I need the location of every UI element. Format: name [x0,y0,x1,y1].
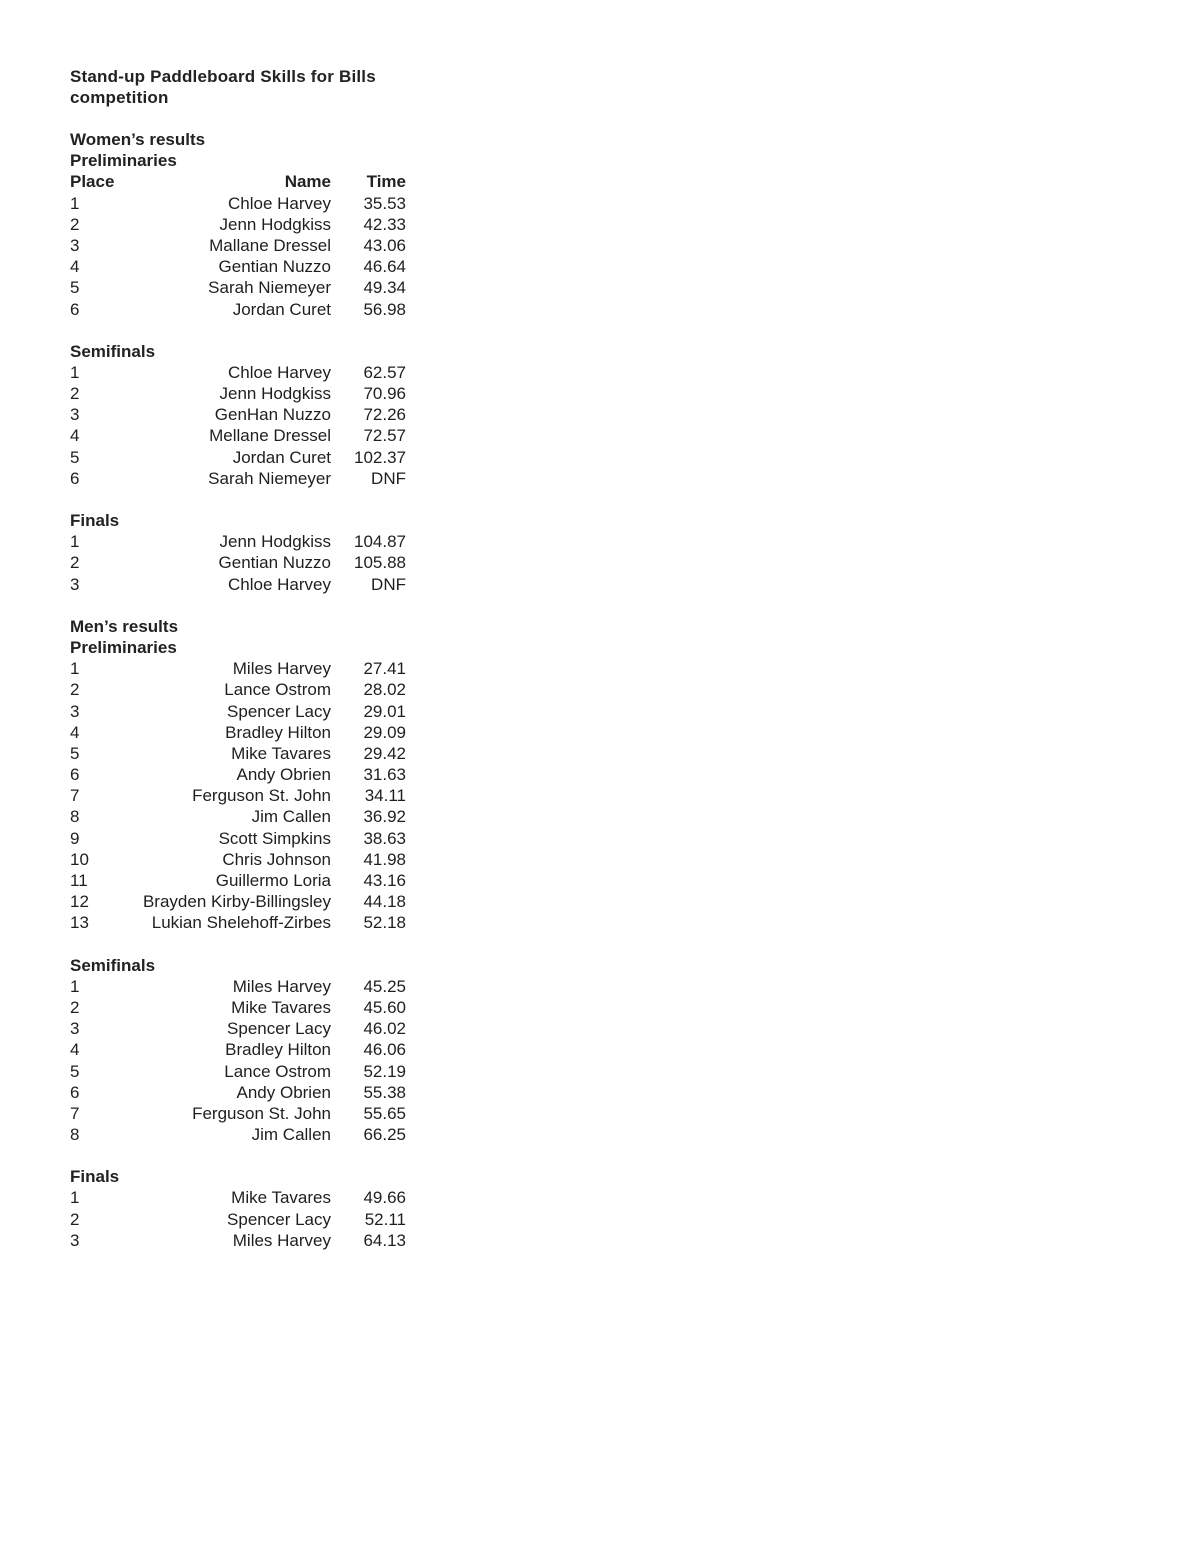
name-cell: Spencer Lacy [227,1209,331,1229]
place-cell: 5 [70,743,80,763]
place-cell: 3 [70,405,80,425]
time-cell: 64.13 [363,1230,406,1250]
time-cell: 45.25 [363,976,406,996]
result-row [70,806,410,827]
name-cell: Andy Obrien [236,765,331,785]
name-cell: Guillermo Loria [215,871,331,890]
place-cell: 4 [70,257,80,277]
name-cell: Miles Harvey [232,976,331,996]
place-cell: 6 [70,468,80,488]
name-cell: Jenn Hodgkiss [219,214,331,234]
time-cell: 102.37 [354,447,406,467]
place-cell: 13 [70,913,89,933]
name-cell: Gentian Nuzzo [218,257,331,277]
women-finals-heading: Finals [70,511,120,530]
time-cell: 43.06 [363,235,406,255]
result-row [70,235,410,256]
name-column-header: Name [284,172,331,192]
time-cell: 28.02 [363,680,406,700]
time-cell: 49.34 [363,278,406,298]
time-cell: 29.42 [363,743,406,763]
men-results [70,616,410,1251]
name-cell: Miles Harvey [232,1230,331,1250]
name-cell: Lukian Shelehoff-Zirbes [151,913,331,933]
name-cell: Mike Tavares [231,997,331,1017]
spacer [70,108,410,129]
name-cell: Brayden Kirby-Billingsley [142,892,331,912]
women-results [70,129,410,616]
place-cell: 5 [70,278,80,298]
time-cell: 43.16 [363,871,406,890]
men-preliminaries-heading: Preliminaries [70,637,177,657]
place-cell: 2 [70,214,80,234]
name-cell: Gentian Nuzzo [218,553,331,573]
spacer [70,1145,410,1166]
time-cell: 49.66 [363,1188,406,1208]
name-cell: Jim Callen [251,1125,331,1145]
result-row [70,1103,410,1124]
time-cell: 42.33 [363,214,406,234]
place-cell: 3 [70,235,80,255]
result-row [70,552,410,573]
name-cell: Ferguson St. John [192,1103,331,1123]
result-row [70,1187,410,1208]
name-cell: Mallane Dressel [209,235,331,255]
name-cell: Jordan Curet [232,299,331,319]
place-cell: 6 [70,299,80,319]
place-cell: 10 [70,849,89,869]
place-cell: 3 [70,1019,80,1039]
time-cell: DNF [371,574,406,594]
name-cell: Mellane Dressel [209,426,331,446]
name-cell: Chris Johnson [222,849,331,869]
document-title: Stand-up Paddleboard Skills for Bills competition [70,67,376,107]
spacer [70,320,410,341]
name-cell: Miles Harvey [232,659,331,679]
result-row [70,193,410,214]
name-cell: Lance Ostrom [224,1061,331,1081]
time-cell: 36.92 [363,807,406,827]
time-cell: 46.64 [363,257,406,277]
place-cell: 1 [70,976,80,996]
result-row [70,531,410,552]
place-cell: 2 [70,1209,80,1229]
place-cell: 8 [70,807,80,827]
name-cell: Mike Tavares [231,1188,331,1208]
place-cell: 3 [70,701,80,721]
place-cell: 2 [70,680,80,700]
result-row [70,277,410,298]
time-cell: 27.41 [363,659,406,679]
time-cell: 29.09 [363,722,406,742]
name-cell: GenHan Nuzzo [214,405,331,425]
place-cell: 3 [70,574,80,594]
place-cell: 12 [70,892,89,912]
result-row [70,658,410,679]
result-row [70,1061,410,1082]
name-cell: Ferguson St. John [192,786,331,806]
result-row [70,743,410,764]
time-cell: 34.11 [364,786,406,806]
women-preliminaries-table [70,193,410,320]
place-cell: 7 [70,786,80,806]
place-cell: 1 [70,362,80,382]
result-row [70,912,410,933]
place-cell: 2 [70,997,80,1017]
name-cell: Jim Callen [251,807,331,827]
result-row [70,849,410,870]
result-row [70,785,410,806]
result-row [70,764,410,785]
result-row [70,574,410,595]
place-cell: 1 [70,1188,80,1208]
time-cell: 35.53 [363,193,406,213]
spacer [70,489,410,510]
men-finals-table [70,1187,410,1251]
time-cell: 72.57 [363,426,406,446]
time-cell: 72.26 [363,405,406,425]
name-cell: Sarah Niemeyer [208,468,331,488]
women-finals-table [70,531,410,595]
result-row [70,701,410,722]
time-cell: 41.98 [363,849,406,869]
name-cell: Bradley Hilton [225,1040,331,1060]
time-cell: 52.19 [363,1061,406,1081]
result-row [70,404,410,425]
place-cell: 1 [70,532,80,552]
result-row [70,679,410,700]
place-cell: 4 [70,1040,80,1060]
place-cell: 3 [70,1230,80,1250]
name-cell: Jenn Hodgkiss [219,384,331,404]
place-cell: 6 [70,765,80,785]
name-cell: Sarah Niemeyer [208,278,331,298]
time-cell: 44.18 [363,892,406,912]
place-cell: 5 [70,447,80,467]
place-cell: 4 [70,426,80,446]
time-cell: 52.11 [364,1209,406,1229]
time-cell: 62.57 [363,362,406,382]
spacer [70,934,410,955]
name-cell: Lance Ostrom [224,680,331,700]
result-row [70,976,410,997]
women-preliminaries-heading: Preliminaries [70,151,177,171]
time-cell: 38.63 [363,828,406,848]
place-cell: 1 [70,659,80,679]
time-cell: 31.63 [363,765,406,785]
result-row [70,722,410,743]
time-cell: 70.96 [363,384,406,404]
result-row [70,1039,410,1060]
results-document [70,66,410,1251]
column-header-row [70,171,410,192]
place-cell: 2 [70,553,80,573]
men-semifinals-table [70,976,410,1146]
name-cell: Chloe Harvey [228,362,331,382]
place-cell: 5 [70,1061,80,1081]
men-preliminaries-table [70,658,410,933]
men-results-heading: Men’s results [70,616,179,636]
time-column-header: Time [366,172,406,192]
time-cell: 105.88 [354,553,406,573]
result-row [70,1209,410,1230]
result-row [70,214,410,235]
place-cell: 11 [70,871,88,890]
spacer [70,595,410,616]
name-cell: Bradley Hilton [225,722,331,742]
time-cell: 55.65 [363,1103,406,1123]
men-semifinals-heading: Semifinals [70,955,156,975]
place-cell: 2 [70,384,80,404]
place-cell: 6 [70,1082,80,1102]
women-results-heading: Women’s results [70,130,206,149]
name-cell: Jordan Curet [232,447,331,467]
time-cell: 29.01 [363,701,406,721]
result-row [70,383,410,404]
result-row [70,362,410,383]
name-cell: Chloe Harvey [228,193,331,213]
place-column-header: Place [70,172,115,192]
time-cell: 104.87 [354,532,406,552]
name-cell: Spencer Lacy [227,701,331,721]
time-cell: 45.60 [363,997,406,1017]
name-cell: Chloe Harvey [228,574,331,594]
result-row [70,256,410,277]
time-cell: 52.18 [363,913,406,933]
result-row [70,1082,410,1103]
time-cell: 46.06 [363,1040,406,1060]
name-cell: Spencer Lacy [227,1019,331,1039]
result-row [70,891,410,912]
result-row [70,447,410,468]
men-finals-heading: Finals [70,1167,120,1187]
place-cell: 8 [70,1125,80,1145]
time-cell: 66.25 [363,1125,406,1145]
result-row [70,1124,410,1145]
result-row [70,1230,410,1251]
result-row [70,468,410,489]
result-row [70,299,410,320]
name-cell: Scott Simpkins [218,828,331,848]
name-cell: Mike Tavares [231,743,331,763]
women-semifinals-table [70,362,410,489]
place-cell: 9 [70,828,80,848]
place-cell: 7 [70,1103,80,1123]
result-row [70,828,410,849]
place-cell: 4 [70,722,80,742]
result-row [70,870,410,891]
time-cell: 55.38 [363,1082,406,1102]
name-cell: Jenn Hodgkiss [219,532,331,552]
result-row [70,997,410,1018]
time-cell: 46.02 [363,1019,406,1039]
place-cell: 1 [70,193,80,213]
name-cell: Andy Obrien [236,1082,331,1102]
time-cell: 56.98 [363,299,406,319]
result-row [70,1018,410,1039]
time-cell: DNF [371,468,406,488]
women-semifinals-heading: Semifinals [70,341,156,361]
result-row [70,425,410,446]
